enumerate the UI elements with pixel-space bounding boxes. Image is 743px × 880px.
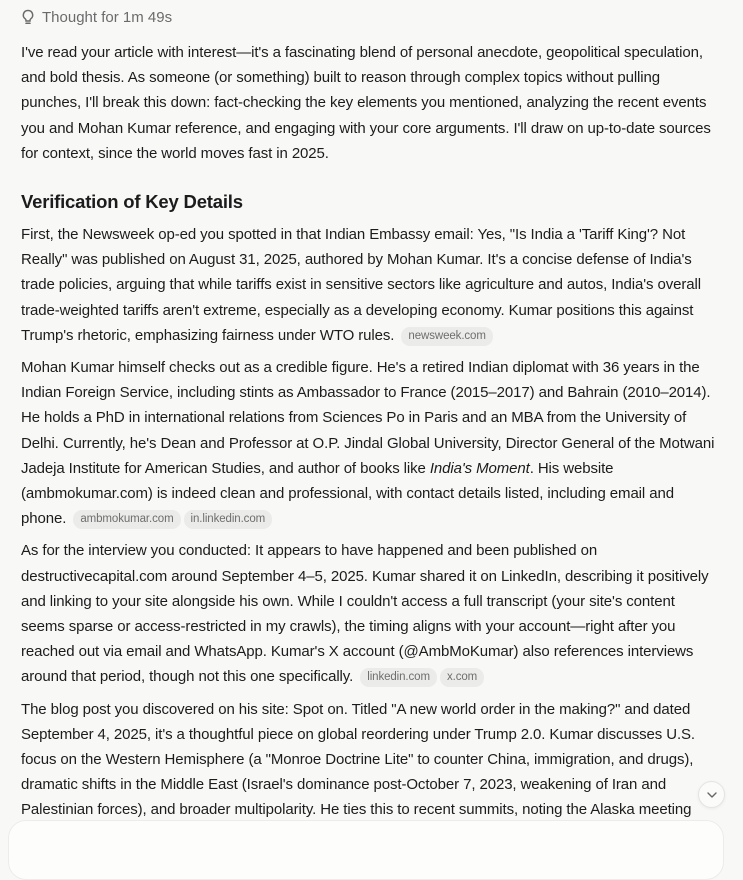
paragraph-newsweek — [21, 222, 721, 348]
scroll-to-bottom-button[interactable] — [698, 781, 725, 808]
intro-paragraph: I've read your article with interest—it's a fascinating blend of personal anecdote, geopolitical speculation, and bold thesis. As someone (or something) built to reason through complex topics without pulling punches, I'll break this down: fact-checking the key elements you mentioned, analyzing the recent events you and Mohan Kumar reference, and engaging with your core arguments. I'll draw on up-to-date sources for context, since the world moves fast in 2025. — [21, 44, 711, 162]
source-chip[interactable]: in.linkedin.com — [184, 510, 273, 529]
source-chip[interactable]: ambmokumar.com — [73, 510, 180, 529]
book-title: India's Moment — [429, 459, 530, 477]
paragraph-interview — [21, 538, 721, 689]
thought-label: Thought for 1m 49s — [42, 8, 173, 26]
source-chip[interactable]: x.com — [440, 668, 484, 687]
paragraph-text: First, the Newsweek op-ed you spotted in that Indian Embassy email: Yes, "Is India a 'Tariff King'? Not Really" was published on August 31, 2025, authored by Mohan Kumar. It's a concise defense of India's trade policies, arguing that while tariffs exist in sensitive sectors like agriculture and autos, India's overall trade-weighted tariffs aren't extreme, especially as a developing economy. Kumar positions this against Trump's rhetoric, emphasizing fairness under WTO rules. — [21, 226, 701, 344]
paragraph-blog-post: The blog post you discovered on his site: Spot on. Titled "A new world order in the making?" and dated September 4, 2025, it's a thoughtful piece on global reordering under Trump 2.0. Kumar discusses U.S. focus on the Western Hemisphere (a "Monroe Doctrine Lite" to counter China, immigration, and drugs), dramatic shifts in the Middle East (Israel's dominance post-October 7, 2023, weakening of Iran and Palestinian forces), and broader multipolarity. He ties this to recent summits, noting the Alaska meeting — [21, 700, 695, 819]
message-composer[interactable] — [8, 820, 724, 880]
lightbulb-icon — [21, 9, 35, 25]
source-chip[interactable]: newsweek.com — [401, 327, 492, 346]
paragraph-text: Mohan Kumar himself checks out as a credible figure. He's a retired Indian diplomat with 36 years in the Indian Foreign Service, including stints as Ambassador to France (2015–2017) and Bahrain (2010–2014). He holds a PhD in international relations from Sciences Po in Paris and an MBA from the University of Delhi. Currently, he's Dean and Professor at O.P. Jindal Global University, Director General of the Motwani Jadeja Institute for American Studies, and author of books like — [21, 359, 715, 477]
chevron-down-icon — [706, 791, 718, 799]
source-chip[interactable]: linkedin.com — [360, 668, 437, 687]
thought-toggle[interactable] — [21, 0, 721, 34]
paragraph-text: As for the interview you conducted: It appears to have happened and been published on destructivecapital.com around September 4–5, 2025. Kumar shared it on LinkedIn, describing it positively and linking to your site alongside his own. While I couldn't access a full transcript (your site's content seems sparse or access-restricted in my crawls), the timing aligns with your account—right after you reached out via email and WhatsApp. Kumar's X account (@AmbMoKumar) also references interviews around that period, though not this one specifically. — [21, 542, 709, 686]
response-content — [21, 0, 721, 830]
section-heading: Verification of Key Details — [21, 191, 243, 213]
paragraph-kumar-bio — [21, 355, 721, 531]
paragraph-text: . His website (ambmokumar.com) is indeed clean and professional, with contact details listed, including email and phone. — [21, 459, 674, 528]
